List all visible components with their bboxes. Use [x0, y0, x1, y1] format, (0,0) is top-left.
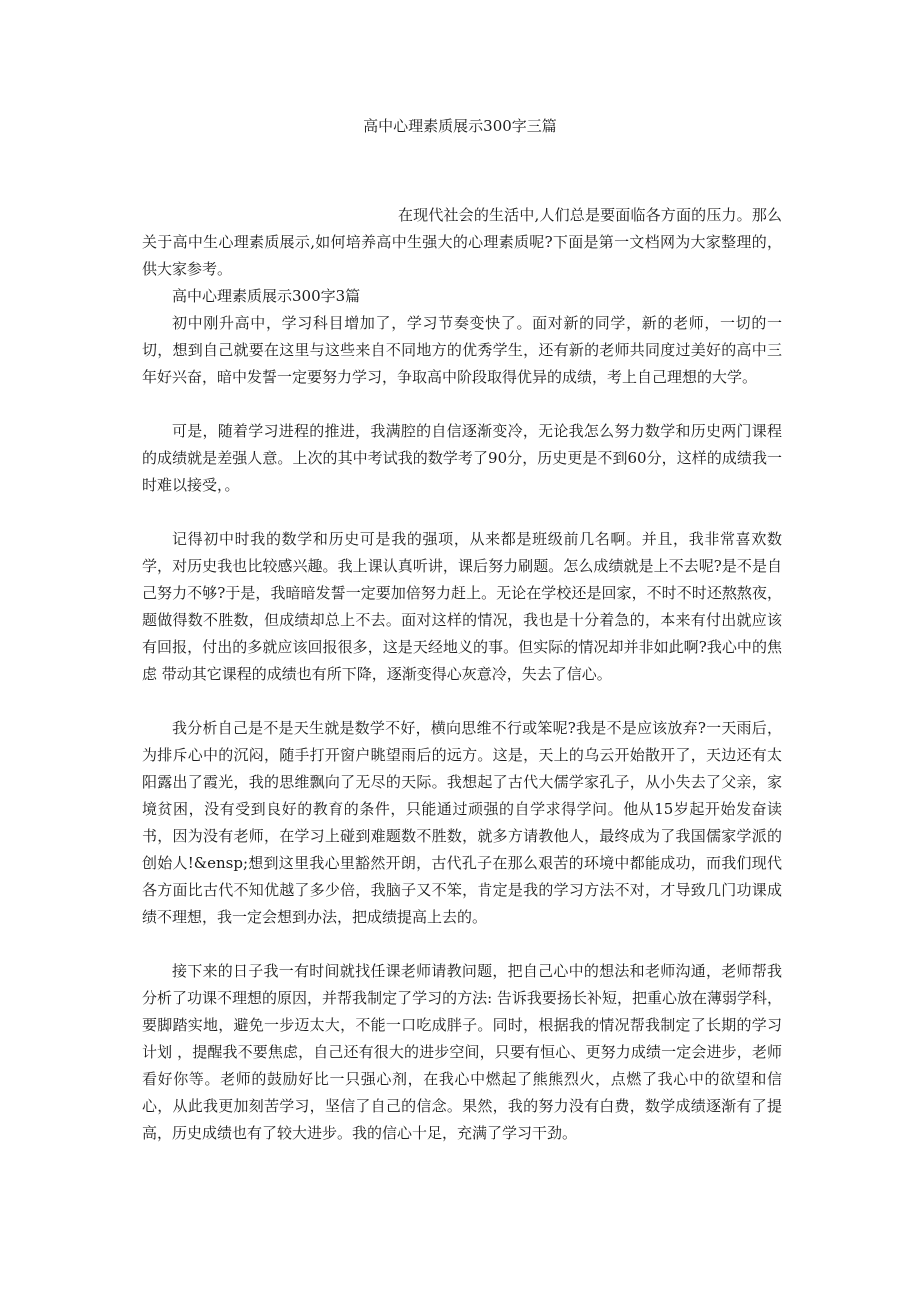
body-paragraph-3: 记得初中时我的数学和历史可是我的强项，从来都是班级前几名啊。并且，我非常喜欢数学，对历史我也比较感兴趣。我上课认真听讲，课后努力刷题。怎么成绩就是上不去呢?是不是自己努力不够?于是，我暗暗发誓一定要加倍努力赶上。无论在学校还是回家，不时不时还熬熬夜，题做得数不胜数，但成绩却总上不去。面对这样的情况，我也是十分着急的，本来有付出就应该有回报，付出的多就应该回报很多，这是天经地义的事。但实际的情况却并非如此啊?我心中的焦虑 带动其它课程的成绩也有所下降，逐渐变得心灰意冷，失去了信心。 [142, 530, 782, 683]
section-subtitle: 高中心理素质展示300字3篇 [172, 287, 361, 305]
body-paragraph-1: 初中刚升高中，学习科目增加了，学习节奏变快了。面对新的同学，新的老师，一切的一切，想到自己就要在这里与这些来自不同地方的优秀学生，还有新的老师共同度过美好的高中三年好兴奋，暗中发誓一定要努力学习，争取高中阶段取得优异的成绩，考上自己理想的大学。 [142, 314, 782, 386]
body-paragraph-2: 可是，随着学习进程的推进，我满腔的自信逐渐变冷，无论我怎么努力数学和历史两门课程的成绩就是差强人意。上次的其中考试我的数学考了90分，历史更是不到60分，这样的成绩我一时难以接受，。 [142, 422, 782, 494]
body-paragraph-5: 接下来的日子我一有时间就找任课老师请教问题，把自己心中的想法和老师沟通，老师帮我分析了功课不理想的原因，并帮我制定了学习的方法: 告诉我要扬长补短，把重心放在薄弱学科，要脚踏实地，避免一步迈太大，不能一口吃成胖子。同时，根据我的情况帮我制定了长期的学习计划 ，提醒我不要焦虑，自己还有很大的进步空间，只要有恒心、更努力成绩一定会进步，老师看好你等。老师的鼓励好比一只强心剂，在我心中燃起了熊熊烈火，点燃了我心中的欲望和信心，从此我更加刻苦学习，坚信了自己的信念。果然，我的努力没有白费，数学成绩逐渐有了提高，历史成绩也有了较大进步。我的信心十足，充满了学习干劲。 [142, 962, 782, 1142]
intro-paragraph: 在现代社会的生活中,人们总是要面临各方面的压力。那么关于高中生心理素质展示,如何培养高中生强大的心理素质呢?下面是第一文档网为大家整理的，供大家参考。 [142, 206, 782, 278]
body-paragraph-4: 我分析自己是不是天生就是数学不好，横向思维不行或笨呢?我是不是应该放弃?一天雨后，为排斥心中的沉闷，随手打开窗户眺望雨后的远方。这是，天上的乌云开始散开了，天边还有太阳露出了霞光，我的思维飘向了无尽的天际。我想起了古代大儒学家孔子，从小失去了父亲，家境贫困，没有受到良好的教育的条件，只能通过顽强的自学求得学问。他从15岁起开始发奋读书，因为没有老师，在学习上碰到难题数不胜数，就多方请教他人，最终成为了我国儒家学派的创始人!&ensp;想到这里我心里豁然开朗，古代孔子在那么艰苦的环境中都能成功，而我们现代各方面比古代不知优越了多少倍，我脑子又不笨，肯定是我的学习方法不对，才导致几门功课成绩不理想，我一定会想到办法，把成绩提高上去的。 [142, 719, 782, 926]
document-body [142, 202, 782, 1147]
document-title: 高中心理素质展示300字三篇 [363, 117, 557, 135]
